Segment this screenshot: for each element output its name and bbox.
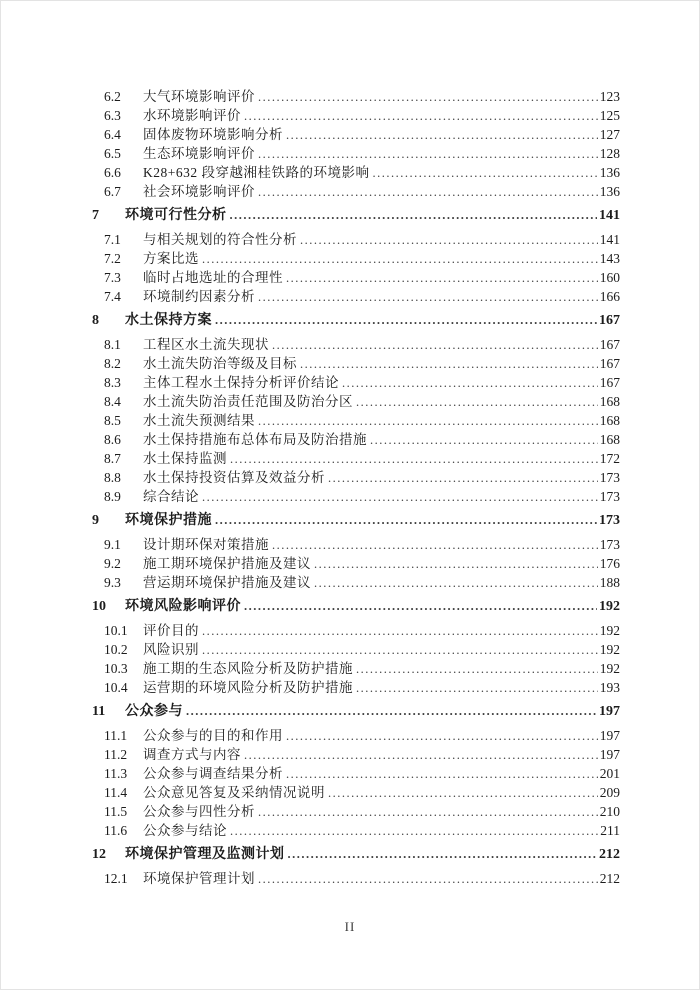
toc-entry-number: 6.2 [104,89,121,104]
toc-entry-number: 11.3 [104,766,128,781]
toc-entry-number: 7.4 [104,289,121,304]
toc-entry [92,449,620,468]
dot-leader [342,373,598,393]
toc-entry-number: 9.2 [104,556,121,571]
toc-entry-number: 11.6 [104,823,128,838]
dot-leader [258,144,598,164]
toc-entry-page: 192 [599,661,620,676]
dot-leader [258,87,598,107]
toc-entry-number: 7 [92,208,99,223]
toc-entry-page: 128 [599,146,620,161]
toc-entry [92,554,620,573]
toc-entry-page: 201 [599,766,620,781]
toc-entry-title: 社会环境影响评价 [143,184,255,199]
toc-entry [92,311,620,330]
toc-entry-number: 6.3 [104,108,121,123]
toc-entry-page: 209 [599,785,620,800]
toc-entry-title: 风险识别 [143,642,199,657]
toc-entry-page: 173 [599,513,620,528]
dot-leader [258,287,598,307]
toc-entry [92,411,620,430]
toc-entry-page: 168 [599,413,620,428]
toc-entry [92,468,620,487]
toc-entry-page: 167 [599,313,620,328]
toc-entry-number: 6.6 [104,165,121,180]
toc-entry-number: 10.1 [104,623,128,638]
toc-entry-number: 10 [92,599,106,614]
toc-entry-number: 8.1 [104,337,121,352]
dot-leader [215,311,597,330]
toc-entry-page: 192 [599,599,620,614]
toc-entry [92,726,620,745]
toc-entry-page: 197 [599,704,620,719]
toc-entry-number: 8.7 [104,451,121,466]
toc-entry-title: 施工期环境保护措施及建议 [143,556,311,571]
toc-entry [92,745,620,764]
toc-entry-title: 环境保护管理计划 [143,871,255,886]
toc-entry-number: 8.3 [104,375,121,390]
toc-entry-page: 160 [599,270,620,285]
dot-leader [258,411,598,431]
toc-entry-title: 环境风险影响评价 [125,599,241,614]
toc-entry-number: 10.3 [104,661,128,676]
toc-entry [92,702,620,721]
dot-leader [230,206,598,225]
toc-entry-title: 固体废物环境影响分析 [143,127,283,142]
toc-entry-title: 水土流失防治责任范围及防治分区 [143,394,353,409]
toc-entry-title: 公众参与四性分析 [143,804,255,819]
dot-leader [286,125,598,145]
toc-entry [92,869,620,888]
toc-entry-number: 12 [92,847,106,862]
dot-leader [202,621,598,641]
toc-entry [92,249,620,268]
toc-entry-title: 公众意见答复及采纳情况说明 [143,785,325,800]
toc-entry-number: 9.3 [104,575,121,590]
toc-entry-title: 综合结论 [143,489,199,504]
toc-entry-number: 12.1 [104,871,128,886]
dot-leader [286,268,598,288]
toc-entry-title: 环境保护措施 [125,513,212,528]
dot-leader [272,535,598,555]
toc-entry [92,783,620,802]
toc-entry-page: 192 [599,623,620,638]
toc-entry [92,511,620,530]
toc-entry-number: 9 [92,513,99,528]
toc-entry [92,230,620,249]
toc-entry-page: 197 [599,747,620,762]
toc-entry-page: 168 [599,394,620,409]
dot-leader [202,249,598,269]
toc-entry-number: 10.4 [104,680,128,695]
dot-leader [258,869,598,889]
toc-entry-page: 127 [599,127,620,142]
toc-entry-number: 6.7 [104,184,121,199]
toc-entry [92,802,620,821]
toc-entry-page: 173 [599,470,620,485]
toc-entry-page: 125 [599,108,620,123]
toc-entry-page: 197 [599,728,620,743]
toc-entry-page: 166 [599,289,620,304]
toc-entry-number: 7.3 [104,270,121,285]
dot-leader [202,487,598,507]
dot-leader [356,659,598,679]
toc-entry-title: 水土保持投资估算及效益分析 [143,470,325,485]
toc-entry-page: 141 [599,208,620,223]
toc-entry-page: 211 [600,823,620,838]
dot-leader [230,449,598,469]
toc-entry-page: 143 [599,251,620,266]
toc-entry [92,678,620,697]
toc-entry-title: 水土流失预测结果 [143,413,255,428]
toc-entry [92,106,620,125]
toc-entry-page: 212 [599,847,620,862]
toc-entry-number: 11.2 [104,747,128,762]
toc-entry-number: 6.5 [104,146,121,161]
toc-entry-page: 167 [599,337,620,352]
toc-entry [92,268,620,287]
toc-entry [92,821,620,840]
toc-entry [92,182,620,201]
toc-entry [92,430,620,449]
toc-entry [92,659,620,678]
dot-leader [314,554,598,574]
toc-entry [92,845,620,864]
toc-entry-title: 运营期的环境风险分析及防护措施 [143,680,353,695]
toc-entry-title: 调查方式与内容 [143,747,241,762]
toc-entry-page: 136 [599,165,620,180]
toc-entry-page: 173 [599,537,620,552]
table-of-contents [92,87,620,888]
toc-entry-page: 188 [599,575,620,590]
toc-entry-title: 大气环境影响评价 [143,89,255,104]
toc-entry-title: 工程区水土流失现状 [143,337,269,352]
toc-entry-title: 评价目的 [143,623,199,638]
toc-entry-title: 水土保持措施布总体布局及防治措施 [143,432,367,447]
dot-leader [328,468,598,488]
toc-entry [92,640,620,659]
dot-leader [244,745,598,765]
toc-entry [92,764,620,783]
dot-leader [314,573,598,593]
toc-entry [92,487,620,506]
toc-entry [92,335,620,354]
toc-entry-title: 营运期环境保护措施及建议 [143,575,311,590]
dot-leader [202,640,598,660]
toc-entry-title: 公众参与的目的和作用 [143,728,283,743]
toc-entry-page: 167 [599,375,620,390]
dot-leader [300,354,598,374]
toc-entry [92,573,620,592]
dot-leader [373,163,598,183]
toc-entry-title: 设计期环保对策措施 [143,537,269,552]
toc-entry-title: 公众参与 [125,704,183,719]
dot-leader [370,430,598,450]
dot-leader [258,182,598,202]
toc-entry-page: 141 [599,232,620,247]
toc-entry [92,87,620,106]
toc-entry-page: 210 [599,804,620,819]
toc-entry [92,373,620,392]
toc-entry-number: 9.1 [104,537,121,552]
toc-entry-number: 6.4 [104,127,121,142]
toc-entry-number: 11.4 [104,785,128,800]
toc-entry-title: 水环境影响评价 [143,108,241,123]
dot-leader [258,802,598,822]
toc-entry-number: 8.4 [104,394,121,409]
toc-entry-title: K28+632 段穿越湘桂铁路的环境影响 [143,165,370,180]
dot-leader [186,702,597,721]
dot-leader [288,845,598,864]
toc-entry-title: 与相关规划的符合性分析 [143,232,297,247]
dot-leader [244,106,598,126]
dot-leader [215,511,597,530]
toc-entry [92,125,620,144]
toc-entry-title: 环境可行性分析 [125,208,227,223]
toc-entry-number: 7.1 [104,232,121,247]
toc-entry-number: 8.9 [104,489,121,504]
toc-entry-title: 环境保护管理及监测计划 [125,847,285,862]
page-number-footer: II [344,919,356,934]
toc-entry-number: 11.1 [104,728,128,743]
toc-entry-number: 8 [92,313,99,328]
dot-leader [230,821,598,841]
dot-leader [272,335,598,355]
toc-entry-number: 8.6 [104,432,121,447]
toc-entry [92,392,620,411]
toc-entry-page: 136 [599,184,620,199]
toc-entry [92,287,620,306]
toc-entry [92,163,620,182]
toc-entry-number: 10.2 [104,642,128,657]
dot-leader [286,726,598,746]
dot-leader [300,230,598,250]
toc-entry-title: 方案比选 [143,251,199,266]
dot-leader [356,678,598,698]
toc-entry-page: 193 [599,680,620,695]
dot-leader [244,597,597,616]
toc-entry-title: 水土保持方案 [125,313,212,328]
toc-entry [92,206,620,225]
toc-entry-number: 8.8 [104,470,121,485]
toc-entry [92,621,620,640]
toc-entry-page: 176 [599,556,620,571]
toc-entry-title: 公众参与调查结果分析 [143,766,283,781]
toc-entry [92,144,620,163]
toc-entry-page: 173 [599,489,620,504]
dot-leader [328,783,598,803]
toc-entry-number: 8.2 [104,356,121,371]
toc-entry-title: 主体工程水土保持分析评价结论 [143,375,339,390]
toc-entry-title: 施工期的生态风险分析及防护措施 [143,661,353,676]
toc-entry-page: 168 [599,432,620,447]
toc-entry-number: 8.5 [104,413,121,428]
toc-entry-number: 11 [92,704,106,719]
toc-entry-page: 167 [599,356,620,371]
toc-entry-page: 172 [599,451,620,466]
toc-entry-title: 临时占地选址的合理性 [143,270,283,285]
toc-entry-number: 7.2 [104,251,121,266]
toc-entry-page: 212 [599,871,620,886]
toc-entry [92,535,620,554]
toc-entry-number: 11.5 [104,804,128,819]
toc-entry-title: 水土保持监测 [143,451,227,466]
toc-entry-page: 123 [599,89,620,104]
toc-entry-title: 环境制约因素分析 [143,289,255,304]
toc-entry-title: 水土流失防治等级及目标 [143,356,297,371]
dot-leader [356,392,598,412]
toc-entry-title: 生态环境影响评价 [143,146,255,161]
dot-leader [286,764,598,784]
toc-entry-page: 192 [599,642,620,657]
toc-entry [92,354,620,373]
toc-entry-title: 公众参与结论 [143,823,227,838]
toc-entry [92,597,620,616]
